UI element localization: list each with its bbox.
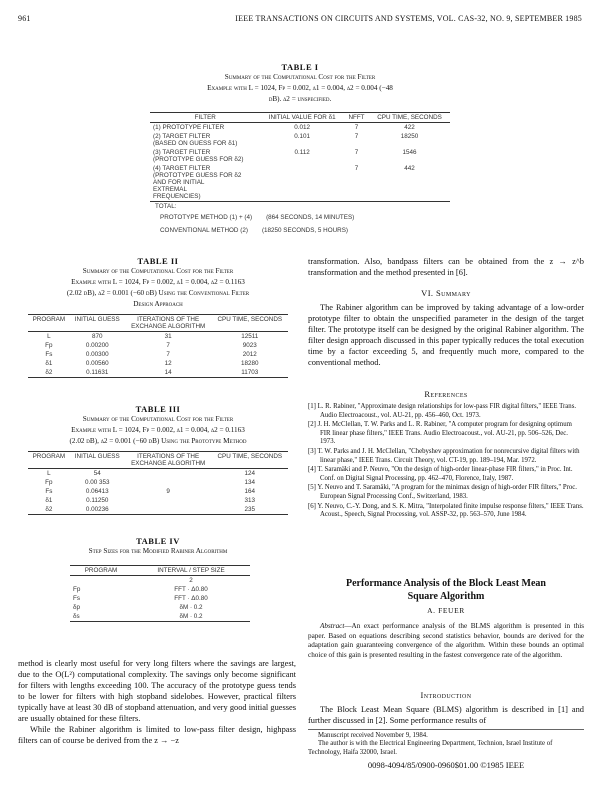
footnotes: [308, 732, 584, 757]
table1-cell: (3) TARGET FILTER (PROTOTYPE GUESS FOR δ2): [153, 149, 244, 163]
table1-header: CPU TIME, SECONDS: [369, 113, 450, 123]
footnote-1: Manuscript received November 9, 1984.: [318, 732, 428, 739]
table3-header: ITERATIONS OF THE EXCHANGE ALGORITHM: [125, 452, 212, 469]
table1-title: TABLE I: [281, 62, 319, 72]
reference-item: [2] J. H. McClellan, T. W. Parks and L. R. Rabiner, "A computer program for designing optimum FIR linear phase filters," IEEE Trans. Audio Electroacoust., vol. AU-21, pp. 506–526, Dec. 1973.: [308, 421, 572, 446]
table1-total-label: TOTAL:: [155, 203, 177, 210]
table3-header: PROGRAM: [28, 452, 70, 469]
reference-item: [3] T. W. Parks and J. H. McClellan, "Chebyshev approximation for nonrecursive digital filters with linear phase," IEEE Trans. Circuit Theory, vol. CT-19, pp. 189–194, Mar. 1972.: [308, 447, 580, 464]
table1-header: FILTER: [150, 113, 260, 123]
table2-cell: 18280: [241, 360, 259, 367]
paper2-author: A. FEUER: [427, 606, 465, 615]
table-row: [70, 594, 250, 603]
intro-heading: Introduction: [420, 690, 472, 700]
table2-cell: 0.00300: [85, 351, 109, 358]
table1-totals: [160, 214, 460, 234]
paper2-title: [308, 577, 584, 603]
table1-cell: (2) TARGET FILTER (BASED ON GUESS FOR δ1): [153, 133, 238, 147]
table3-cell: [125, 469, 212, 479]
footnote-2: The author is with the Electrical Engineering Department, Technion, Israel Institute of Technology, Haifa 32000, Israel.: [308, 740, 553, 756]
table3-cell: [125, 496, 212, 505]
table1-cell: 7: [354, 124, 359, 131]
table3-caption-2: Example with L = 1024, Fp = 0.002, δ1 = 0.004, δ2 = 0.1163: [71, 426, 245, 434]
reference-item: [5] Y. Neuvo and T. Saramäki, "A program for the minimax design of high-order FIR filters," Proc. European Signal Processing Conf., Switzerland, 1983.: [308, 484, 578, 500]
table3-cell: 124: [244, 470, 256, 477]
left-body-text-2: While the Rabiner algorithm is limited to low-pass filter design, highpass filters can of course be derived from the z → −z: [18, 725, 296, 745]
table1-cell: 18250: [400, 133, 419, 140]
table2-cell: 11703: [212, 368, 288, 378]
table3-cell: 235: [212, 505, 288, 515]
table2-cell: 0.00560: [85, 360, 109, 367]
table2-cell: 2012: [242, 351, 257, 358]
table1-total-row-value: (864 SECONDS, 14 MINUTES): [266, 214, 355, 221]
table-row: [28, 469, 288, 479]
table-row: [28, 478, 288, 487]
summary-text: The Rabiner algorithm can be improved by taking advantage of a low-order prototype filter to obtain the unspecified parameter in the design of the target filter. The prototype itself can be designed by the original Rabiner algorithm. The filter design approach discussed in this paper typically reduces the total execution time by a factor exceeding 5, and frequently much more, compared to the conventional method.: [308, 303, 584, 367]
table2-caption-1: Summary of the Computational Cost for the Filter: [82, 267, 234, 275]
table2-caption-4: Design Approach: [133, 300, 183, 308]
table3-cell: 0.00 353: [84, 479, 110, 486]
table2-cell: 0.00200: [85, 342, 109, 349]
table2-cell: δ2: [28, 368, 70, 378]
table-row: [70, 603, 250, 612]
table2: [28, 314, 288, 378]
table1-block: [130, 62, 470, 105]
table2-block: [18, 256, 298, 310]
table-row: [150, 123, 450, 133]
table3-cell: 313: [244, 497, 256, 504]
table-row: [28, 496, 288, 505]
table1-header: INITIAL VALUE FOR δ1: [260, 113, 343, 123]
table-row: [28, 487, 288, 496]
table-row: [150, 132, 450, 148]
table3-cell: [125, 478, 212, 487]
abstract-text: —An exact performance analysis of the BLMS algorithm is presented in this paper. Based on equations describing second statistics behavior, bounds are derived for the adaptation gain guaranteeing convergence of the algorithm. Within these bounds an optimal choice of this gain is presented resulting in the fastest convergence rate of the algorithm.: [308, 622, 584, 659]
table1-cell: 0.012: [294, 124, 311, 131]
paper2-abstract: [308, 622, 584, 660]
intro-text: The Block Least Mean Square (BLMS) algorithm is described in [1] and further discussed in [2]. Some performance results of: [308, 705, 584, 725]
table4-subheader: 2: [189, 577, 193, 584]
table1-caption-1: Summary of the Computational Cost for the Filter: [224, 73, 376, 81]
table3-cell: 134: [244, 479, 256, 486]
table1-cell: (4) TARGET FILTER (PROTOTYPE GUESS FOR δ2 AND FOR INITIAL EXTREMAL FREQUENCIES): [150, 164, 260, 202]
table-row: [150, 164, 450, 202]
table1-cell: (1) PROTOTYPE FILTER: [153, 124, 225, 131]
table1-cell: [260, 164, 343, 202]
table2-cell: δ1: [45, 360, 53, 367]
left-body-text: method is clearly most useful for very long filters where the savings are largest, due to the O(L²) computational complexity. The savings only become significant for filters with lengths exceeding 100. The accuracy of the prototype guess tends to be lower for filters with high stopband sidelobes. However, practical filters typically have at least 30 dB of stopband attenuation, and very good initial guesses are usually obtained for these filters.: [18, 659, 296, 723]
table1-cell: 0.112: [294, 149, 310, 156]
table3-cell: 164: [244, 488, 256, 495]
table2-cell: 7: [166, 342, 170, 349]
table2-cell: L: [47, 333, 51, 340]
table2-cell: 12: [164, 360, 172, 367]
table1-cell: 422: [404, 124, 415, 131]
table3-caption-3: (2.02 dB), δ2 = 0.001 (−60 dB) Using the Prototype Method: [69, 437, 247, 445]
right-top-paragraph: transformation. Also, bandpass filters can be obtained from the z → z^b transformation and the method presented in [6].: [308, 257, 584, 277]
table3-caption-1: Summary of the Computational Cost for the Filter: [82, 415, 234, 423]
reference-item: [6] Y. Neuvo, C.-Y. Dong, and S. K. Mitra, "Interpolated finite impulse response filters," IEEE Trans. Acoust., Speech, Signal Processing, vol. ASSP-32, pp. 563–570, June 1984.: [308, 502, 584, 519]
table2-header: INITIAL GUESS: [70, 315, 125, 332]
table3-cell: L: [47, 470, 51, 477]
table-row: [28, 332, 288, 342]
table-row: [28, 359, 288, 368]
table2-cell: 870: [91, 333, 103, 340]
table2-header: PROGRAM: [28, 315, 70, 332]
table2-cell: Fs: [45, 351, 53, 358]
table1-cell: 7: [354, 133, 359, 140]
table4-cell: δM · 0.2: [179, 604, 203, 611]
table2-cell: 31: [164, 333, 172, 340]
reference-item: [4] T. Saramäki and P. Neuvo, "On the design of high-order linear-phase FIR filters," in Proc. Int. Conf. on Digital Signal Processing, pp. 462–470, Florence, Italy, 1987.: [308, 466, 573, 482]
table3-cell: [125, 505, 212, 515]
table3-header: INITIAL GUESS: [70, 452, 125, 469]
table2-cell: Fp: [45, 342, 53, 349]
references-heading: References: [424, 389, 468, 399]
table2-cell: 9023: [242, 342, 257, 349]
table4-cell: δM · 0.2: [132, 612, 250, 622]
table-row: [28, 368, 288, 378]
table3-cell: Fs: [45, 488, 53, 495]
table4-title: TABLE IV: [136, 536, 180, 546]
table1-cell: 7: [344, 164, 369, 202]
table4-cell: FFT · Δ0.80: [174, 595, 208, 602]
table2-title: TABLE II: [137, 256, 179, 266]
references-list: [308, 403, 584, 521]
table1-cell: 442: [369, 164, 450, 202]
table1: [150, 112, 450, 202]
table2-cell: 7: [166, 351, 170, 358]
journal-header: IEEE TRANSACTIONS ON CIRCUITS AND SYSTEMS, VOL. CAS-32, NO. 9, SEPTEMBER 1985: [235, 14, 582, 23]
table-row: [28, 350, 288, 359]
table4-cell: FFT · Δ0.80: [174, 586, 208, 593]
table-row: [28, 505, 288, 515]
table2-caption-2: Example with L = 1024, Fp = 0.002, δ1 = 0.004, δ2 = 0.1163: [71, 278, 245, 286]
table4-caption-1: Step Sizes for the Modified Rabiner Algorithm: [88, 547, 228, 555]
table3-cell: δ1: [45, 497, 53, 504]
table4-header: PROGRAM: [70, 566, 132, 576]
reference-item: [1] L. R. Rabiner, "Approximate design relationships for low-pass FIR digital filters," IEEE Trans. Audio Electroacoust., vol. AU-21, pp. 456–460, Oct. 1973.: [308, 403, 577, 419]
table2-header: CPU TIME, SECONDS: [212, 315, 288, 332]
table4-cell: δp: [73, 604, 81, 611]
table3-header: CPU TIME, SECONDS: [212, 452, 288, 469]
footnote-divider: [308, 729, 584, 730]
summary-heading: VI. Summary: [421, 288, 471, 298]
table-row: [70, 576, 250, 586]
page-number: 961: [18, 14, 31, 23]
table-row: [150, 148, 450, 164]
table1-cell: 7: [354, 149, 359, 156]
table3-title: TABLE III: [135, 404, 181, 414]
table2-cell: 14: [125, 368, 212, 378]
table2-header: ITERATIONS OF THE EXCHANGE ALGORITHM: [125, 315, 212, 332]
paper2-title-line2: Square Algorithm: [407, 591, 485, 602]
table4: [70, 565, 250, 622]
table1-total-row-value: (18250 SECONDS, 5 HOURS): [261, 227, 349, 234]
table-row: [28, 341, 288, 350]
table3-cell: Fp: [45, 479, 53, 486]
table4-header: INTERVAL / STEP SIZE: [132, 566, 250, 576]
table3-block: [18, 404, 298, 447]
table-row: [70, 585, 250, 594]
table1-cell: 0.101: [294, 133, 311, 140]
table1-total-row-label: PROTOTYPE METHOD (1) + (4): [160, 214, 253, 221]
table3-cell: δ2: [28, 505, 70, 515]
table2-caption-3: (2.02 dB), δ2 = 0.001 (−60 dB) Using the Conventional Filter: [66, 289, 250, 297]
table2-cell: 12511: [241, 333, 259, 340]
table3-cell: 0.00236: [70, 505, 125, 515]
table3-cell: 54: [93, 470, 101, 477]
table3-cell: 0.06413: [85, 488, 109, 495]
table4-cell: Fp: [73, 586, 81, 593]
table3-cell: 9: [166, 488, 170, 495]
table1-header: NFFT: [344, 113, 369, 123]
table2-cell: 0.11631: [70, 368, 125, 378]
table1-cell: 1546: [402, 149, 417, 156]
table3: [28, 451, 288, 515]
table-row: [70, 612, 250, 622]
table3-cell: 0.11250: [86, 497, 109, 504]
table1-caption-2: Example with L = 1024, Fp = 0.002, δ1 = 0.004, δ2 = 0.004 (−48: [207, 84, 393, 92]
abstract-label: Abstract: [320, 622, 345, 630]
table4-cell: Fs: [73, 595, 80, 602]
paper2-title-line1: Performance Analysis of the Block Least Mean: [346, 578, 546, 589]
left-body-paragraph: [18, 658, 296, 746]
table1-caption-3: dB). δ2 = unspecified.: [268, 95, 332, 103]
table1-total-row-label: CONVENTIONAL METHOD (2): [160, 227, 248, 234]
copyright-line: 0098-4094/85/0900-0960$01.00 ©1985 IEEE: [367, 760, 525, 770]
table4-cell: δs: [70, 612, 132, 622]
table4-block: [18, 536, 298, 557]
